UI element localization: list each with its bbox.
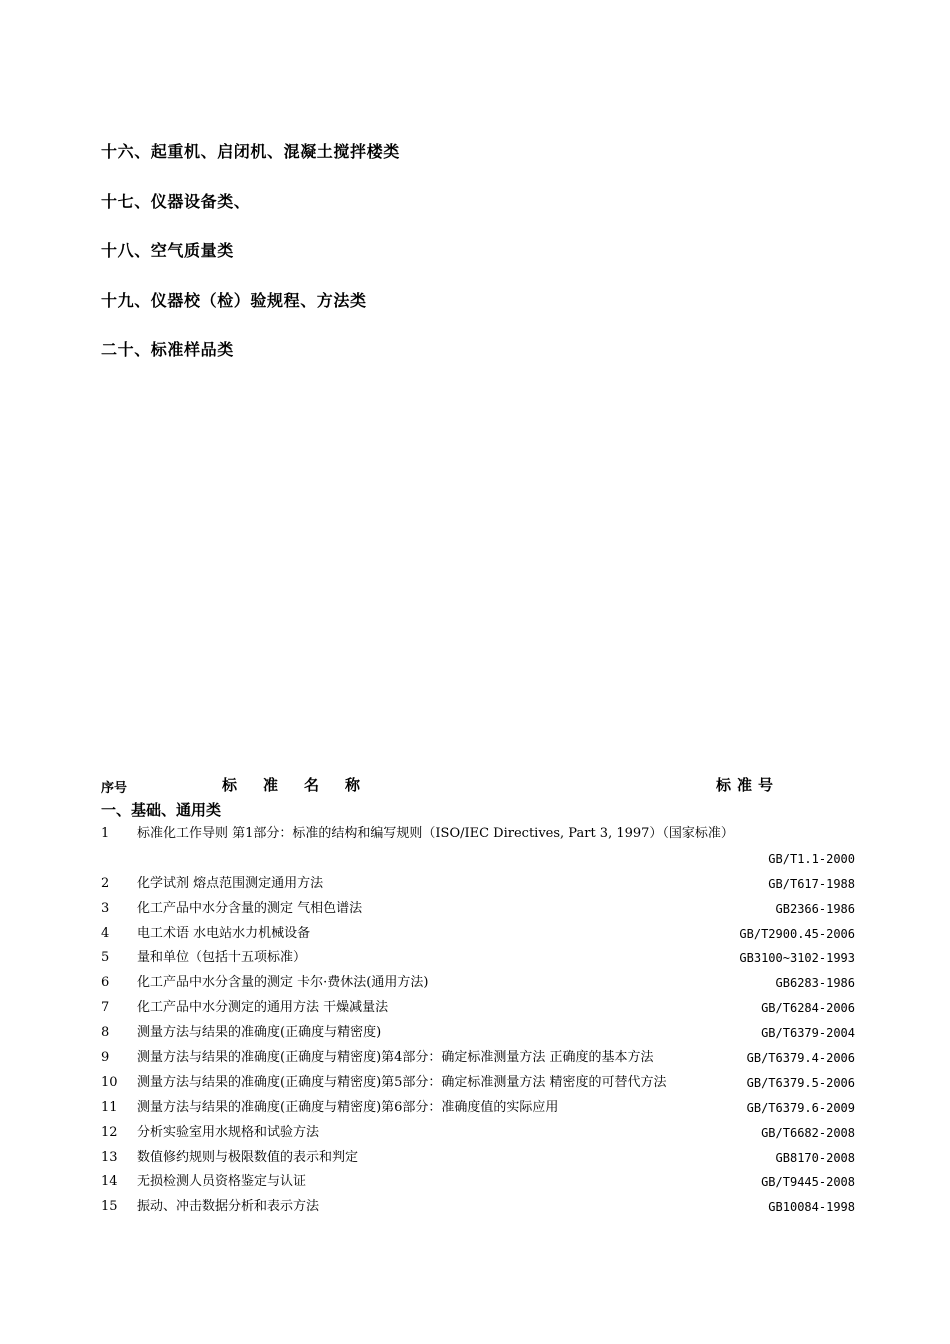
category-heading-16: 十六、起重机、启闭机、混凝土搅拌楼类 (101, 142, 400, 161)
standard-name: 分析实验室用水规格和试验方法 (137, 1124, 320, 1140)
table-row (0, 1071, 950, 1096)
standard-code: GB/T6682-2008 (761, 1125, 855, 1140)
row-number: 4 (101, 925, 110, 941)
standard-code: GB/T6379.5-2006 (746, 1075, 855, 1090)
table-row (0, 872, 950, 897)
standard-name: 测量方法与结果的准确度(正确度与精密度)第4部分：确定标准测量方法 正确度的基本方法 (137, 1050, 654, 1066)
row-number: 8 (101, 1025, 110, 1041)
standard-code: GB/T6284-2006 (761, 1001, 855, 1016)
standard-name: 化工产品中水分含量的测定 气相色谱法 (137, 900, 363, 916)
standard-code: GB/T6379.4-2006 (746, 1051, 855, 1066)
standard-name: 测量方法与结果的准确度(正确度与精密度)第5部分：确定标准测量方法 精密度的可替代方法 (137, 1074, 667, 1090)
standard-code: GB/T6379.6-2009 (746, 1100, 855, 1115)
category-heading-18: 十八、空气质量类 (101, 241, 234, 261)
standard-name: 振动、冲击数据分析和表示方法 (137, 1199, 320, 1215)
row-number: 5 (101, 950, 110, 966)
row-number: 6 (101, 975, 110, 991)
table-row (0, 1121, 950, 1146)
row-number: 9 (101, 1050, 110, 1066)
category-heading-20: 二十、标准样品类 (101, 340, 234, 360)
standard-code: GB6283-1986 (775, 976, 855, 991)
standard-name: 电工术语 水电站水力机械设备 (137, 925, 311, 941)
row-number: 2 (101, 875, 110, 891)
section-title: 一、基础、通用类 (101, 801, 222, 819)
table-row (0, 922, 950, 947)
row-number: 10 (101, 1074, 118, 1090)
standard-name: 化学试剂 熔点范围测定通用方法 (137, 875, 324, 891)
standard-name: 测量方法与结果的准确度(正确度与精密度) (137, 1025, 382, 1041)
standard-code: GB/T9445-2008 (761, 1175, 855, 1190)
standard-code: GB/T2900.45-2006 (739, 926, 855, 941)
standard-name: 化工产品中水分含量的测定 卡尔·费休法(通用方法) (137, 975, 429, 991)
category-heading-17: 十七、仪器设备类、 (101, 191, 251, 211)
standards-table (0, 822, 950, 1220)
table-row (0, 1046, 950, 1071)
standard-name: 数值修约规则与极限数值的表示和判定 (137, 1149, 359, 1165)
standard-name: 化工产品中水分测定的通用方法 干燥减量法 (137, 1000, 389, 1016)
column-header-code: 标准号 (716, 776, 780, 794)
table-row (0, 996, 950, 1021)
row-number: 15 (101, 1199, 118, 1215)
row-number: 11 (101, 1099, 118, 1115)
standard-code: GB8170-2008 (775, 1150, 855, 1165)
table-row (0, 1096, 950, 1121)
column-header-name: 标准名称 (222, 776, 387, 794)
table-header (0, 774, 950, 798)
table-row (0, 1021, 950, 1046)
standard-name: 量和单位（包括十五项标准） (137, 950, 307, 966)
standard-code: GB10084-1998 (768, 1200, 855, 1215)
table-row (0, 897, 950, 922)
column-header-seq: 序号 (101, 781, 128, 796)
standard-name: 测量方法与结果的准确度(正确度与精密度)第6部分：准确度值的实际应用 (137, 1099, 559, 1115)
table-row (0, 1195, 950, 1220)
table-row (0, 971, 950, 996)
category-heading-19: 十九、仪器校（检）验规程、方法类 (101, 290, 367, 310)
row-number: 13 (101, 1149, 118, 1165)
table-row (0, 1170, 950, 1195)
table-row (0, 822, 950, 872)
row-number: 14 (101, 1174, 118, 1190)
standard-code: GB/T1.1-2000 (768, 851, 855, 866)
row-number: 1 (101, 826, 110, 841)
standard-code: GB/T617-1988 (768, 876, 855, 891)
standard-name: 标准化工作导则 第1部分：标准的结构和编写规则（ISO/IEC Directives, Part 3, 1997）（国家标准） (137, 826, 734, 841)
row-number: 7 (101, 1000, 110, 1016)
category-heading-list (101, 138, 400, 386)
standard-code: GB/T6379-2004 (761, 1026, 855, 1041)
table-row (0, 1146, 950, 1171)
row-number: 12 (101, 1124, 118, 1140)
table-row (0, 946, 950, 971)
standard-code: GB2366-1986 (775, 901, 855, 916)
standard-name: 无损检测人员资格鉴定与认证 (137, 1174, 307, 1190)
standard-code: GB3100~3102-1993 (739, 951, 855, 966)
row-number: 3 (101, 900, 110, 916)
